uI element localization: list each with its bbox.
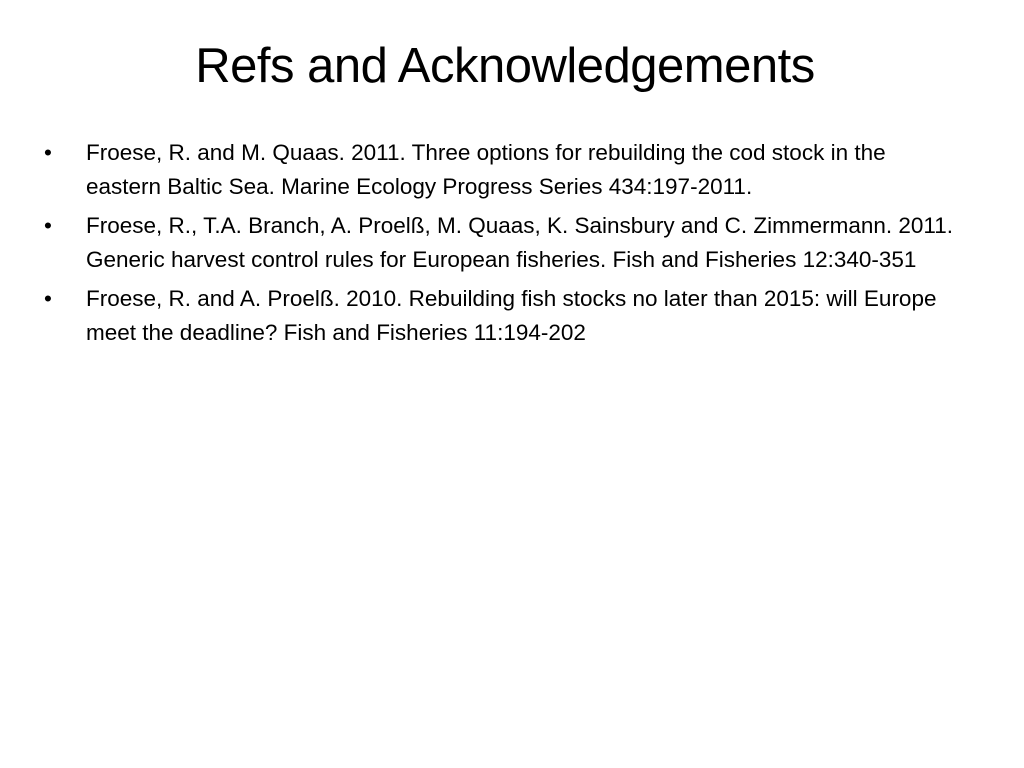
bullet-icon: • — [44, 140, 52, 165]
bullet-icon: • — [44, 286, 52, 311]
bullet-icon: • — [44, 213, 52, 238]
reference-text: Froese, R. and A. Proelß. 2010. Rebuilding fish stocks no later than 2015: will Europe meet the deadline? Fish and Fisheries 11:194-202 — [86, 286, 937, 345]
reference-item — [44, 136, 954, 204]
reference-list — [44, 136, 954, 355]
reference-text: Froese, R. and M. Quaas. 2011. Three options for rebuilding the cod stock in the eastern Baltic Sea. Marine Ecology Progress Series 434:197-2011. — [86, 140, 886, 199]
reference-item — [44, 282, 954, 350]
reference-text: Froese, R., T.A. Branch, A. Proelß, M. Quaas, K. Sainsbury and C. Zimmermann. 2011. Generic harvest control rules for European fisheries. Fish and Fisheries 12:340-351 — [86, 213, 954, 272]
reference-item — [44, 209, 954, 277]
slide-title: Refs and Acknowledgements — [195, 39, 815, 93]
